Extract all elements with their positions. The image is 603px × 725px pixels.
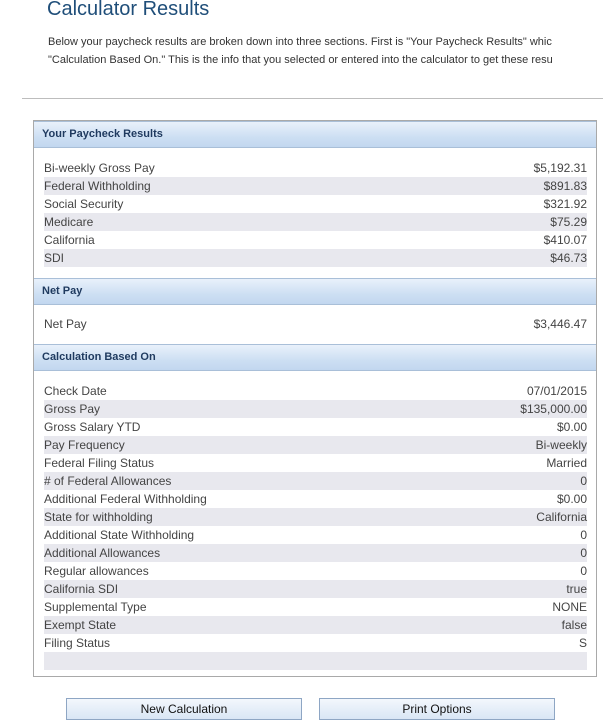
row-value: $321.92 — [543, 197, 587, 211]
table-row — [44, 562, 587, 580]
table-row — [44, 159, 587, 177]
table-row — [44, 177, 587, 195]
table-row — [44, 382, 587, 400]
intro-line-1: Below your paycheck results are broken down into three sections. First is "Your Paycheck Results" whic — [48, 36, 552, 48]
row-label: Additional Allowances — [44, 546, 161, 560]
row-label: Filing Status — [44, 636, 111, 650]
row-label: Gross Salary YTD — [44, 420, 141, 434]
row-value: 0 — [580, 528, 587, 542]
row-label: Exempt State — [44, 618, 117, 632]
table-row — [44, 418, 587, 436]
intro-text — [48, 33, 603, 69]
table-row — [44, 580, 587, 598]
row-value: $410.07 — [543, 233, 587, 247]
row-value: NONE — [552, 600, 587, 614]
net-pay-value: $3,446.47 — [533, 317, 587, 331]
table-row — [44, 231, 587, 249]
row-label: Gross Pay — [44, 402, 101, 416]
table-row — [44, 195, 587, 213]
net-pay-rows — [34, 305, 596, 344]
table-row — [44, 634, 587, 652]
row-value: true — [566, 582, 587, 596]
row-value: 07/01/2015 — [526, 384, 587, 398]
new-calculation-button[interactable]: New Calculation — [66, 698, 302, 720]
table-row — [44, 213, 587, 231]
row-value: 0 — [580, 564, 587, 578]
row-value: $0.00 — [556, 420, 587, 434]
row-value: $891.83 — [543, 179, 587, 193]
row-label: Bi-weekly Gross Pay — [44, 161, 155, 175]
row-value: $135,000.00 — [520, 402, 587, 416]
calculation-based-on-header: Calculation Based On — [34, 344, 596, 371]
print-options-button[interactable]: Print Options — [319, 698, 555, 720]
row-value: $0.00 — [556, 492, 587, 506]
table-row — [44, 544, 587, 562]
row-label: Additional State Withholding — [44, 528, 195, 542]
row-label: Pay Frequency — [44, 438, 125, 452]
table-row — [44, 472, 587, 490]
row-label: # of Federal Allowances — [44, 474, 172, 488]
row-value: Bi-weekly — [535, 438, 587, 452]
results-panel — [33, 120, 597, 677]
empty-row — [44, 652, 587, 670]
net-pay-header: Net Pay — [34, 278, 596, 305]
row-label: SDI — [44, 251, 65, 265]
row-label: Medicare — [44, 215, 94, 229]
row-value: S — [578, 636, 587, 650]
row-label: Social Security — [44, 197, 124, 211]
table-row — [44, 490, 587, 508]
row-value: $46.73 — [550, 251, 587, 265]
row-label: Net Pay — [44, 317, 87, 331]
row-value: false — [561, 618, 587, 632]
table-row — [44, 508, 587, 526]
table-row — [44, 249, 587, 267]
row-value: $75.29 — [550, 215, 587, 229]
calculation-based-on-section — [34, 344, 596, 670]
row-label: Federal Filing Status — [44, 456, 155, 470]
row-label: California SDI — [44, 582, 119, 596]
row-value: California — [536, 510, 587, 524]
table-row — [44, 598, 587, 616]
intro-line-2: "Calculation Based On." This is the info that you selected or entered into the calculator to get these resu — [48, 54, 553, 66]
row-value: 0 — [580, 546, 587, 560]
row-label: Check Date — [44, 384, 107, 398]
table-row — [44, 315, 587, 333]
paycheck-results-rows — [34, 148, 596, 278]
net-pay-section — [34, 278, 596, 344]
table-row — [44, 526, 587, 544]
row-label: State for withholding — [44, 510, 153, 524]
row-label: Federal Withholding — [44, 179, 151, 193]
paycheck-results-header: Your Paycheck Results — [34, 121, 596, 148]
row-value: 0 — [580, 474, 587, 488]
row-value: Married — [546, 456, 587, 470]
paycheck-results-section — [34, 121, 596, 278]
row-label: California — [44, 233, 95, 247]
divider — [22, 98, 603, 99]
row-label: Supplemental Type — [44, 600, 147, 614]
calculation-based-on-rows — [34, 371, 596, 670]
table-row — [44, 454, 587, 472]
page-title: Calculator Results — [47, 0, 210, 20]
row-value: $5,192.31 — [533, 161, 587, 175]
table-row — [44, 400, 587, 418]
table-row — [44, 616, 587, 634]
table-row — [44, 436, 587, 454]
row-label: Additional Federal Withholding — [44, 492, 207, 506]
row-label: Regular allowances — [44, 564, 149, 578]
